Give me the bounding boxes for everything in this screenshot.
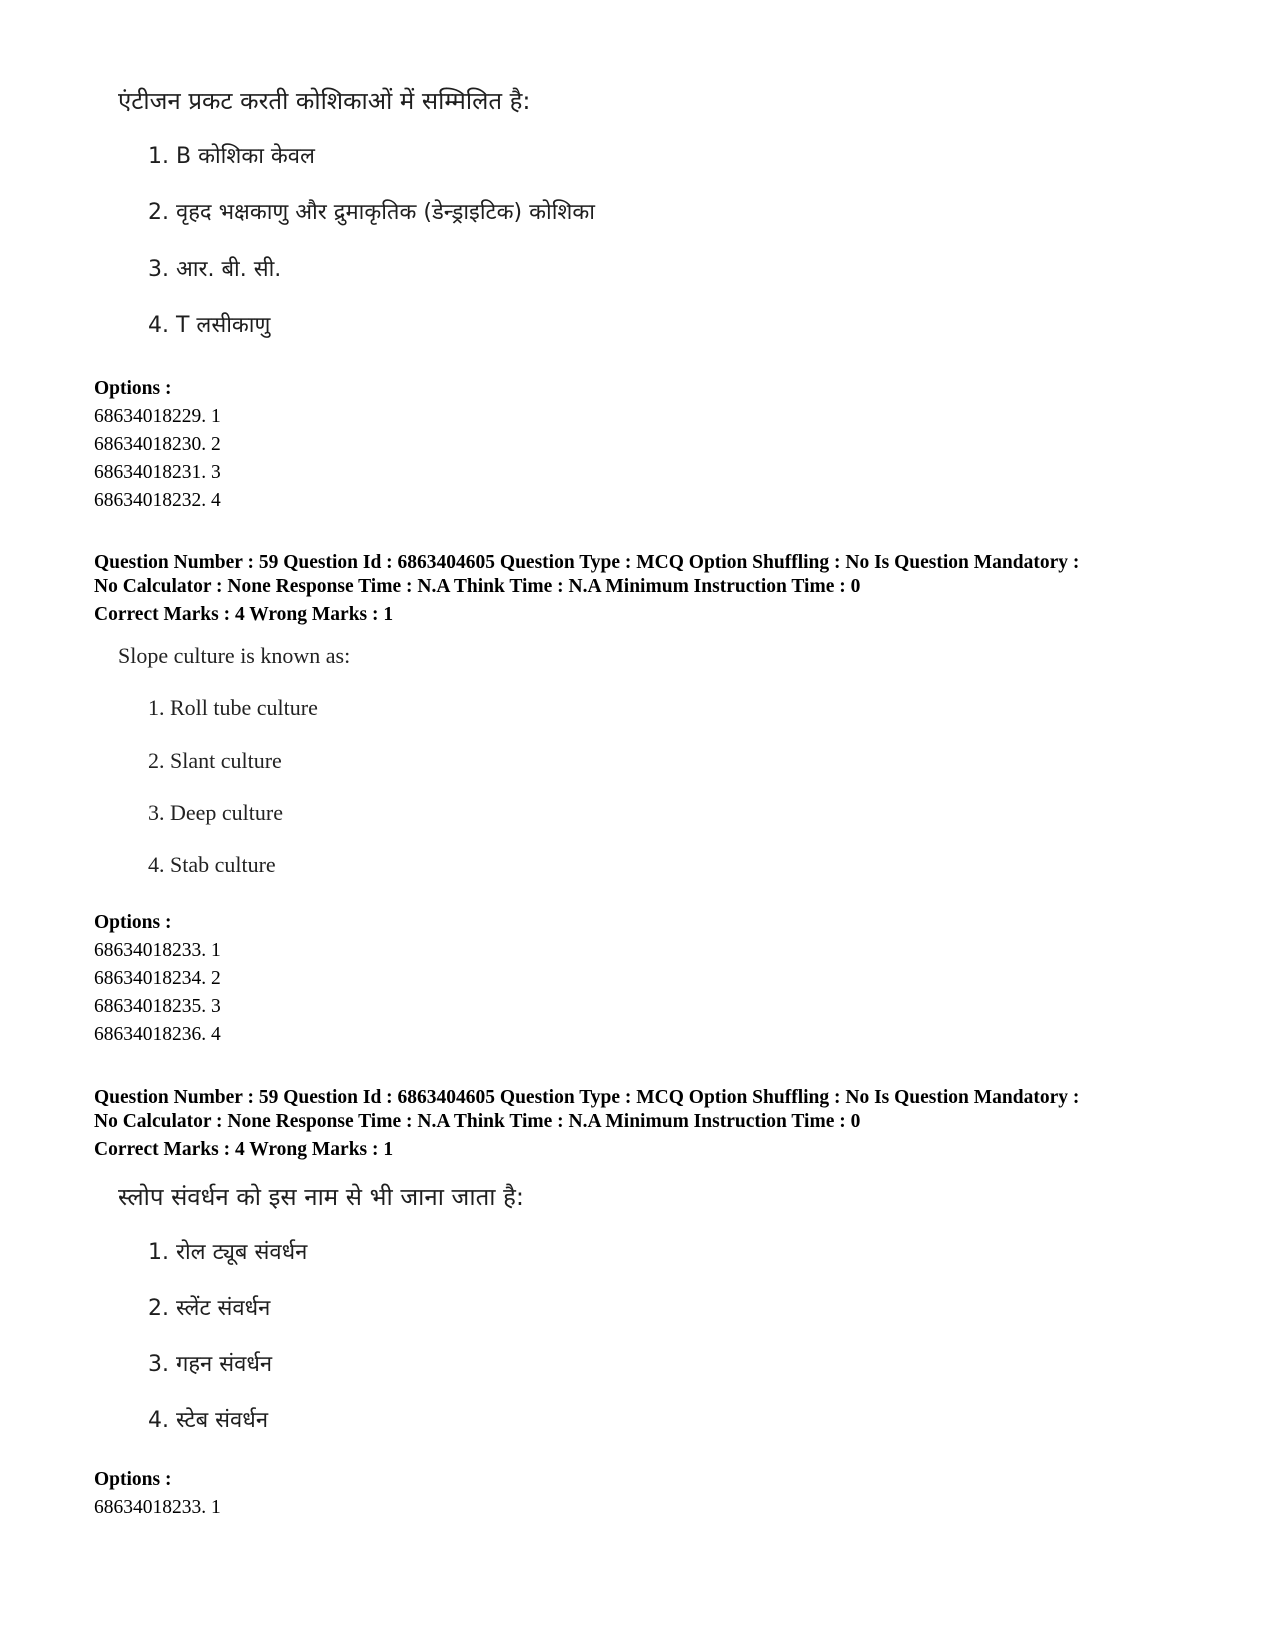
question-choice-1: 1. Roll tube culture [148, 695, 318, 720]
question-header-line-1: Question Number : 59 Question Id : 6863404605 Question Type : MCQ Option Shuffling : No Is Question Mandatory : [94, 552, 1080, 573]
question-marks: Correct Marks : 4 Wrong Marks : 1 [94, 1139, 394, 1160]
option-id-line: 68634018233. 1 [94, 1497, 221, 1518]
question-choice-3: 3. Deep culture [148, 800, 283, 825]
option-id-line: 68634018231. 3 [94, 462, 221, 483]
question-choice-2: 2. Slant culture [148, 748, 282, 773]
options-label: Options : [94, 1469, 172, 1490]
question-choice-1: 1. B कोशिका केवल [148, 144, 315, 169]
question-header-line-2: No Calculator : None Response Time : N.A Think Time : N.A Minimum Instruction Time : 0 [94, 576, 861, 597]
question-choice-4: 4. Stab culture [148, 852, 276, 877]
options-label: Options : [94, 378, 172, 399]
question-choice-2: 2. स्लेंट संवर्धन [148, 1296, 271, 1321]
options-label: Options : [94, 912, 172, 933]
option-id-line: 68634018233. 1 [94, 940, 221, 961]
option-id-line: 68634018230. 2 [94, 434, 221, 455]
question-choice-3: 3. गहन संवर्धन [148, 1352, 273, 1377]
question-text-hindi-antigen: एंटीजन प्रकट करती कोशिकाओं में सम्मिलित है: [118, 87, 531, 115]
question-header-line-2: No Calculator : None Response Time : N.A Think Time : N.A Minimum Instruction Time : 0 [94, 1111, 861, 1132]
option-id-line: 68634018235. 3 [94, 996, 221, 1017]
option-id-line: 68634018229. 1 [94, 406, 221, 427]
question-text-hindi-slope: स्लोप संवर्धन को इस नाम से भी जाना जाता है: [118, 1183, 524, 1211]
option-id-line: 68634018236. 4 [94, 1024, 221, 1045]
question-choice-1: 1. रोल ट्यूब संवर्धन [148, 1240, 308, 1265]
option-id-line: 68634018232. 4 [94, 490, 221, 511]
question-choice-3: 3. आर. बी. सी. [148, 257, 282, 282]
question-marks: Correct Marks : 4 Wrong Marks : 1 [94, 604, 394, 625]
question-choice-2: 2. वृहद भक्षकाणु और द्रुमाकृतिक (डेन्ड्राइटिक) कोशिका [148, 200, 595, 225]
question-header-line-1: Question Number : 59 Question Id : 6863404605 Question Type : MCQ Option Shuffling : No Is Question Mandatory : [94, 1087, 1080, 1108]
question-choice-4: 4. स्टेब संवर्धन [148, 1408, 269, 1433]
option-id-line: 68634018234. 2 [94, 968, 221, 989]
question-choice-4: 4. T लसीकाणु [148, 313, 271, 338]
question-text-english-slope: Slope culture is known as: [118, 643, 351, 668]
